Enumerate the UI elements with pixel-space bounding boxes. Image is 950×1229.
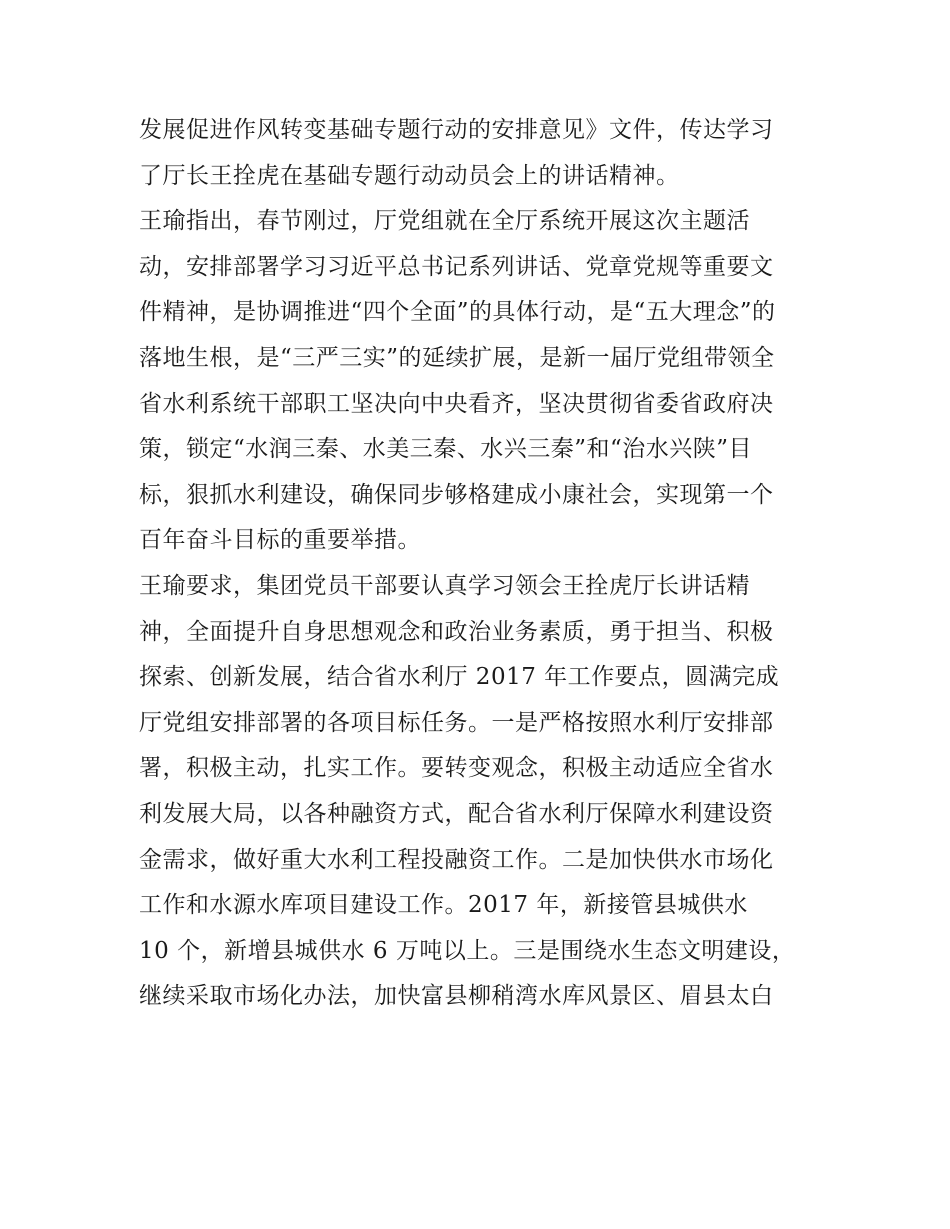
- text-line: 省水利系统干部职工坚决向中央看齐，坚决贯彻省委省政府决: [139, 390, 774, 417]
- document-body: [139, 108, 819, 1020]
- text-line: 署，积极主动，扎实工作。要转变观念，积极主动适应全省水: [139, 755, 774, 782]
- text-line: 探索、创新发展，结合省水利厅 2017 年工作要点，圆满完成: [139, 664, 780, 691]
- text-line: 金需求，做好重大水利工程投融资工作。二是加快供水市场化: [139, 846, 774, 873]
- text-line: 厅党组安排部署的各项目标任务。一是严格按照水利厅安排部: [139, 709, 774, 736]
- text-line: 策，锁定“水润三秦、水美三秦、水兴三秦”和“治水兴陕”目: [139, 436, 753, 463]
- text-line: 发展促进作风转变基础专题行动的安排意见》文件，传达学习: [139, 117, 774, 143]
- text-line: 件精神，是协调推进“四个全面”的具体行动，是“五大理念”的: [139, 299, 776, 326]
- text-line: 王瑜要求，集团党员干部要认真学习领会王拴虎厅长讲话精: [139, 572, 750, 599]
- text-line: 10 个，新增县城供水 6 万吨以上。三是围绕水生态文明建设，: [139, 937, 796, 964]
- text-line: 标，狠抓水利建设，确保同步够格建成小康社会，实现第一个: [139, 481, 774, 508]
- text-line: 继续采取市场化办法，加快富县柳稍湾水库风景区、眉县太白: [139, 983, 774, 1010]
- text-line: 百年奋斗目标的重要举措。: [139, 527, 421, 554]
- text-line: 神，全面提升自身思想观念和政治业务素质，勇于担当、积极: [139, 618, 774, 645]
- text-line: 工作和水源水库项目建设工作。2017 年，新接管县城供水: [139, 892, 748, 919]
- text-line: 利发展大局，以各种融资方式，配合省水利厅保障水利建设资: [139, 800, 774, 827]
- text-line: 王瑜指出，春节刚过，厅党组就在全厅系统开展这次主题活: [139, 208, 750, 235]
- text-line: 动，安排部署学习习近平总书记系列讲话、党章党规等重要文: [139, 253, 774, 280]
- text-line: 了厅长王拴虎在基础专题行动动员会上的讲话精神。: [139, 162, 680, 189]
- text-line: 落地生根，是“三严三实”的延续扩展，是新一届厅党组带领全: [139, 344, 775, 371]
